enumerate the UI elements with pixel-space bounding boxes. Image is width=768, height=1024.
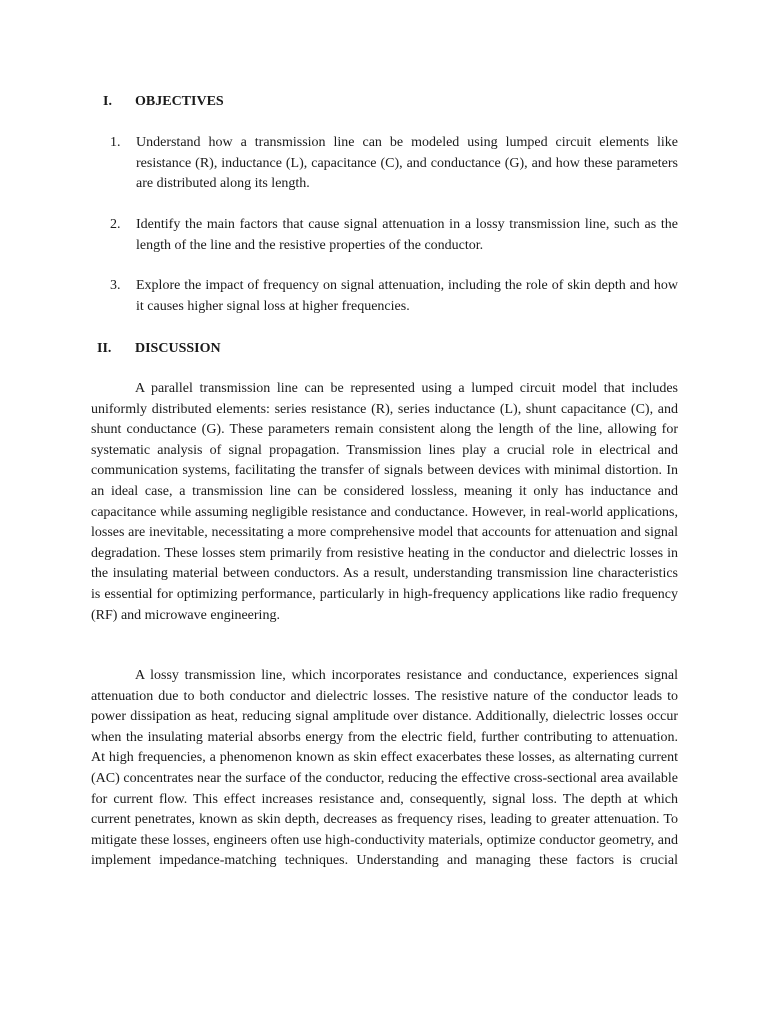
objective-text: Identify the main factors that cause signal attenuation in a lossy transmission line, such as the length of the line and the resistive properties of the conductor. [136,217,678,253]
objective-item [110,215,678,256]
list-marker: 3. [110,278,121,293]
section-heading-discussion [97,339,221,359]
section-title: OBJECTIVES [135,94,224,109]
objective-text: Explore the impact of frequency on signal attenuation, including the role of skin depth and how it causes higher signal loss at higher frequencies. [136,278,678,314]
section-heading-objectives [103,92,224,112]
list-marker: 2. [110,217,121,232]
discussion-paragraph: A lossy transmission line, which incorporates resistance and conductance, experiences signal attenuation due to both conductor and dielectric losses. The resistive nature of the conductor leads to power dissipation as heat, reducing signal amplitude over distance. Additionally, dielectric losses occur when the insulating material absorbs energy from the electric field, further contributing to attenuation. At high frequencies, a phenomenon known as skin effect exacerbates these losses, as alternating current (AC) concentrates near the surface of the conductor, reducing the effective cross-sectional area available for current flow. This effect increases resistance and, consequently, signal loss. The depth at which current penetrates, known as skin depth, decreases as frequency rises, leading to greater attenuation. To mitigate these losses, engineers often use high-conductivity materials, optimize conductor geometry, and implement impedance-matching techniques. Understanding and managing these factors is crucial [91,668,678,869]
discussion-paragraph: A parallel transmission line can be represented using a lumped circuit model that includes uniformly distributed elements: series resistance (R), series inductance (L), shunt capacitance (C), and shunt conductance (G). These parameters remain consistent along the length of the line, allowing for systematic analysis of signal propagation. Transmission lines play a crucial role in electrical and communication systems, facilitating the transfer of signals between devices with minimal distortion. In an ideal case, a transmission line can be considered lossless, meaning it only has inductance and capacitance while assuming negligible resistance and conductance. However, in real-world applications, losses are inevitable, necessitating a more comprehensive model that accounts for attenuation and signal degradation. These losses stem primarily from resistive heating in the conductor and dielectric losses in the insulating material between conductors. As a result, understanding transmission line characteristics is essential for optimizing performance, particularly in high-frequency applications like radio frequency (RF) and microwave engineering. [91,381,678,623]
objective-text: Understand how a transmission line can be modeled using lumped circuit elements like resistance (R), inductance (L), capacitance (C), and conductance (G), and how these parameters are distributed along its length. [136,135,678,192]
section-number: I. [103,94,112,109]
objective-item [110,276,678,317]
section-number: II. [97,341,112,356]
objective-item [110,133,678,195]
section-title: DISCUSSION [135,341,221,356]
list-marker: 1. [110,135,121,150]
